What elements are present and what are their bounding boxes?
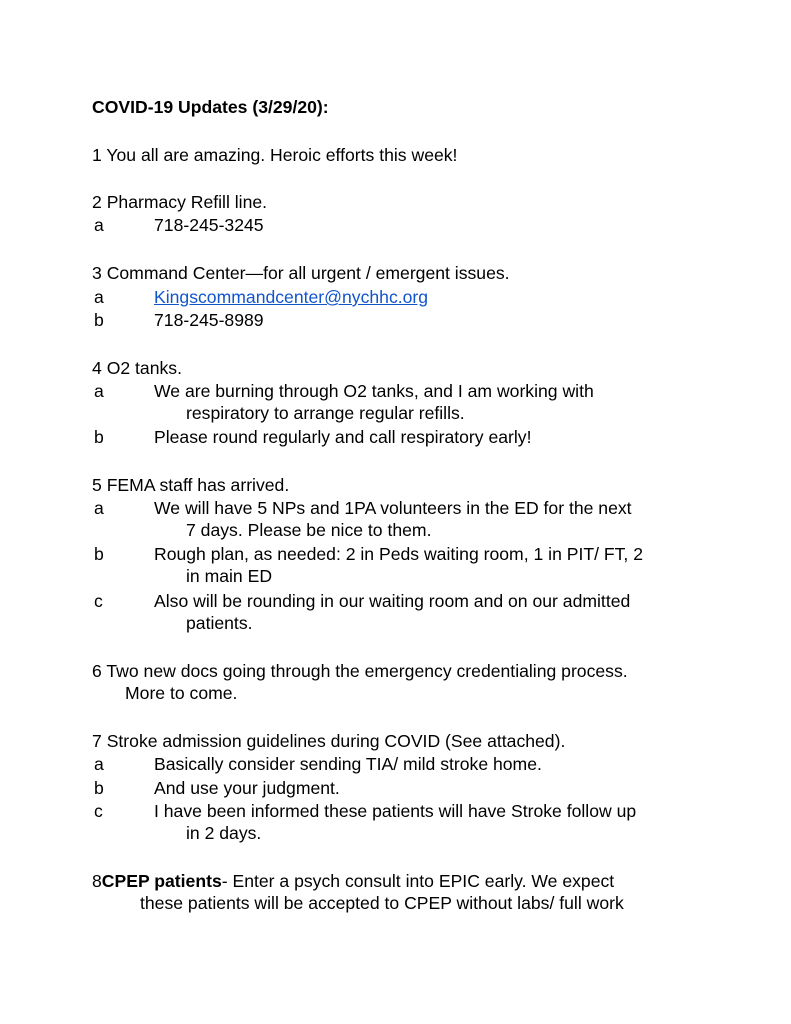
item-bold-lead: CPEP patients	[101, 871, 222, 891]
sub-item-text-cont: patients.	[186, 613, 253, 633]
item-number: 8	[92, 871, 102, 891]
item-text: FEMA staff has arrived.	[106, 475, 290, 495]
item-text: O2 tanks.	[106, 358, 182, 378]
sub-item-letter: a	[94, 381, 104, 401]
sub-item-letter: a	[94, 498, 104, 518]
sub-item-text-cont: respiratory to arrange regular refills.	[186, 403, 465, 423]
sub-item-text: Please round regularly and call respiratory early!	[154, 427, 532, 447]
sub-item-letter: c	[94, 801, 103, 821]
item-number: 1	[92, 145, 102, 165]
sub-item-text-cont: in main ED	[186, 566, 273, 586]
item-text: Stroke admission guidelines during COVID (See attached).	[106, 731, 566, 751]
list-item-1	[92, 144, 457, 166]
sub-item-text: I have been informed these patients will have Stroke follow up	[154, 801, 637, 821]
list-item-2	[92, 191, 267, 213]
item-text-cont: More to come.	[125, 683, 238, 703]
item-text: Two new docs going through the emergency credentialing process.	[106, 661, 628, 681]
item-text: You all are amazing. Heroic efforts this week!	[106, 145, 458, 165]
sub-item-text-cont: in 2 days.	[186, 823, 262, 843]
sub-item-letter: b	[94, 427, 104, 447]
item-number: 6	[92, 661, 102, 681]
sub-item-text: We are burning through O2 tanks, and I am working with	[154, 381, 594, 401]
list-item-6	[92, 660, 628, 682]
item-text: Command Center—for all urgent / emergent issues.	[106, 263, 510, 283]
item-number: 2	[92, 192, 102, 212]
sub-item-letter: b	[94, 544, 104, 564]
sub-item-text: Also will be rounding in our waiting room and on our admitted	[154, 591, 631, 611]
command-center-phone: 718-245-8989	[154, 310, 264, 330]
sub-item-letter: b	[94, 778, 104, 798]
sub-item-text: We will have 5 NPs and 1PA volunteers in the ED for the next	[154, 498, 632, 518]
item-number: 7	[92, 731, 102, 751]
list-item-8	[92, 870, 614, 892]
item-number: 4	[92, 358, 102, 378]
item-text: - Enter a psych consult into EPIC early. We expect	[221, 871, 615, 891]
list-item-7	[92, 730, 565, 752]
sub-item-text: Rough plan, as needed: 2 in Peds waiting room, 1 in PIT/ FT, 2	[154, 544, 643, 564]
item-text-cont: these patients will be accepted to CPEP without labs/ full work	[140, 893, 624, 913]
sub-item-text-cont: 7 days. Please be nice to them.	[186, 520, 432, 540]
list-item-5	[92, 474, 289, 496]
item-number: 3	[92, 263, 102, 283]
item-text: Pharmacy Refill line.	[106, 192, 268, 212]
sub-item-text: And use your judgment.	[154, 778, 340, 798]
sub-item-text: Basically consider sending TIA/ mild stroke home.	[154, 754, 542, 774]
sub-item-letter: a	[94, 215, 104, 235]
sub-item-letter: a	[94, 287, 104, 307]
list-item-3	[92, 262, 510, 284]
sub-item-letter: a	[94, 754, 104, 774]
item-number: 5	[92, 475, 102, 495]
document-title: COVID-19 Updates (3/29/20):	[92, 97, 329, 117]
list-item-4	[92, 357, 182, 379]
command-center-email-link[interactable]: Kingscommandcenter@nychhc.org	[154, 287, 429, 307]
sub-item-letter: c	[94, 591, 103, 611]
sub-item-letter: b	[94, 310, 104, 330]
pharmacy-phone: 718-245-3245	[154, 215, 264, 235]
